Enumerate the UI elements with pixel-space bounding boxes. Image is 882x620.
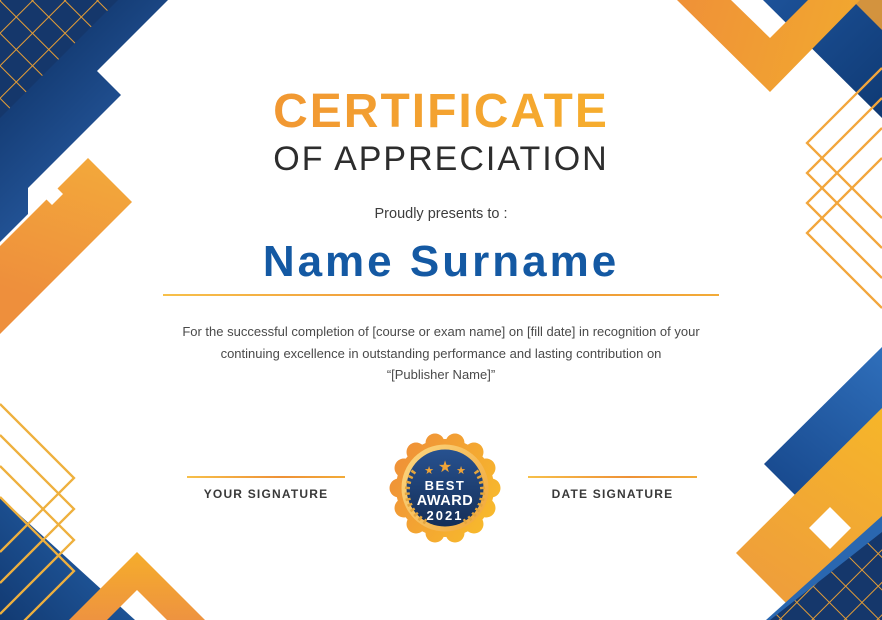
signature-label-right: DATE SIGNATURE <box>551 487 674 501</box>
signature-line-right <box>528 476 697 478</box>
badge-star-left: ★ <box>424 464 434 477</box>
body-paragraph <box>101 321 781 386</box>
badge-text-award: AWARD <box>416 493 474 509</box>
certificate-title: CERTIFICATE <box>0 88 882 136</box>
signature-line-left <box>187 476 345 478</box>
body-line-3: “[Publisher Name]” <box>386 367 496 382</box>
badge-star-center: ★ <box>437 457 453 476</box>
signature-block-left <box>187 476 345 501</box>
badge-text-year: 2021 <box>426 508 464 523</box>
name-underline <box>163 294 719 296</box>
badge-text-best: BEST <box>424 478 466 493</box>
signature-block-right <box>528 476 697 501</box>
recipient-name: Name Surname <box>262 237 620 286</box>
presents-line: Proudly presents to : <box>374 206 508 222</box>
badge-star-right: ★ <box>456 464 466 477</box>
signature-label-left: YOUR SIGNATURE <box>203 487 329 501</box>
certificate-subtitle: OF APPRECIATION <box>273 140 609 178</box>
award-badge-icon <box>385 426 505 548</box>
body-line-1: For the successful completion of [course or exam name] on [fill date] in recognition of your <box>182 324 700 339</box>
body-line-2: continuing excellence in outstanding performance and lasting contribution on <box>220 345 662 361</box>
